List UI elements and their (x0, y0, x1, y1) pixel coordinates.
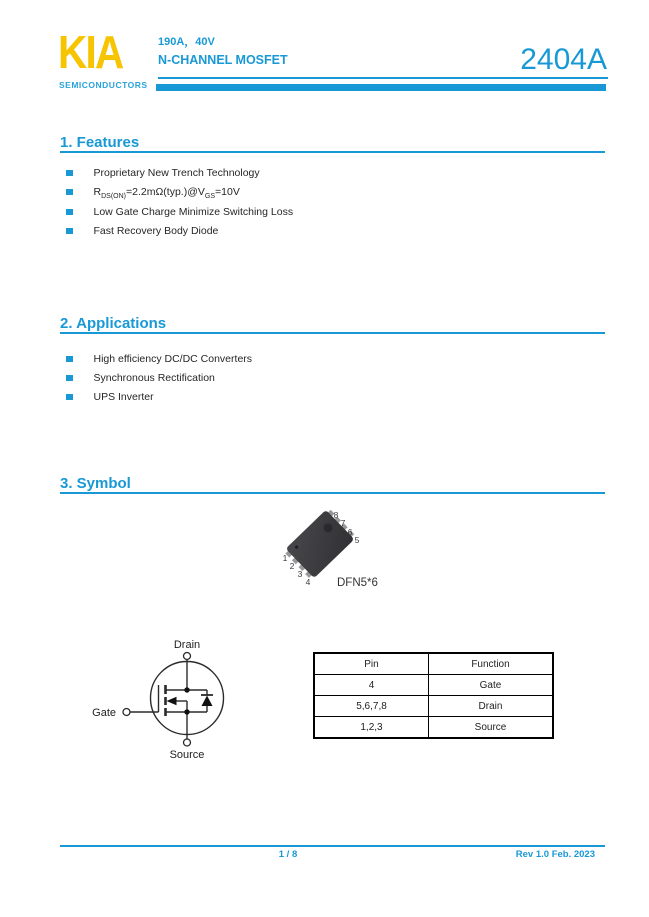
logo-subtext: SEMICONDUCTORS (59, 80, 148, 90)
section-rule-symbol (60, 492, 605, 494)
feature-text (93, 186, 240, 201)
rds-subscript: DS(ON) (101, 193, 126, 201)
source-terminal (184, 739, 191, 746)
page-number: 1 / 8 (278, 849, 298, 860)
pin-number: 5 (354, 535, 360, 545)
section-title-features: 1. Features (60, 134, 140, 151)
mosfet-symbol (80, 630, 260, 765)
table-row (314, 717, 553, 739)
pin-number: 2 (289, 561, 295, 571)
part-number: 2404A (520, 43, 607, 76)
pin-function-table (313, 652, 554, 739)
feature-item (60, 166, 260, 180)
table-header-pin: Pin (314, 653, 429, 675)
application-item (60, 352, 252, 366)
table-row (314, 696, 553, 717)
source-label: Source (169, 749, 205, 761)
section-title-symbol: 3. Symbol (60, 475, 131, 492)
function-cell: Gate (429, 675, 554, 696)
header-thick-rule (156, 84, 606, 91)
pin-cell: 4 (314, 675, 429, 696)
table-row (314, 675, 553, 696)
pin-number: 4 (305, 577, 311, 587)
feature-item (60, 224, 218, 238)
arrow-icon (167, 697, 177, 706)
gate-label: Gate (92, 707, 116, 719)
pin-cell: 1,2,3 (314, 717, 429, 739)
rds-value: =2.2mΩ(typ.)@V (125, 186, 205, 198)
table-header-function: Function (429, 653, 554, 675)
feature-text: Fast Recovery Body Diode (93, 225, 219, 237)
feature-text: Proprietary New Trench Technology (93, 167, 260, 179)
package-illustration (270, 498, 405, 598)
table-header-row (314, 653, 553, 675)
section-title-applications: 2. Applications (60, 315, 167, 332)
pin-number: 7 (340, 518, 346, 528)
pin-number: 3 (297, 569, 303, 579)
body-diode-icon (202, 696, 213, 707)
application-item (60, 371, 215, 385)
drain-terminal (184, 653, 191, 660)
vgs-subscript: GS (204, 193, 216, 201)
vgs-value: =10V (215, 186, 240, 198)
application-text: High efficiency DC/DC Converters (93, 353, 253, 365)
bullet-square-icon (66, 394, 73, 401)
footer-rule (60, 845, 605, 847)
bullet-square-icon (66, 170, 73, 177)
bullet-square-icon (66, 375, 73, 382)
logo-wordmark: KIA (58, 26, 123, 78)
revision-label: Rev 1.0 Feb. 2023 (515, 849, 595, 860)
pin-number: 6 (347, 527, 353, 537)
rds-base: R (93, 186, 102, 198)
bullet-square-icon (66, 189, 73, 196)
section-rule-applications (60, 332, 605, 334)
function-cell: Source (429, 717, 554, 739)
pin-number: 1 (282, 553, 288, 563)
device-type: N-CHANNEL MOSFET (158, 53, 288, 67)
device-ratings: 190A，40V (158, 36, 215, 48)
feature-item (60, 205, 293, 219)
pin-cell: 5,6,7,8 (314, 696, 429, 717)
device-description (158, 36, 288, 68)
drain-label: Drain (173, 639, 201, 651)
mosfet-symbol-lines (131, 660, 224, 740)
bullet-square-icon (66, 228, 73, 235)
brand-logo (58, 26, 158, 90)
feature-item (60, 185, 240, 199)
function-cell: Drain (429, 696, 554, 717)
junction-dot (184, 709, 189, 714)
pin-number: 8 (333, 510, 339, 520)
application-text: UPS Inverter (93, 391, 154, 403)
application-item (60, 390, 154, 404)
header-thin-rule (158, 77, 608, 79)
gate-terminal (123, 709, 130, 716)
junction-dot (184, 687, 189, 692)
bullet-square-icon (66, 209, 73, 216)
section-rule-features (60, 151, 605, 153)
feature-text: Low Gate Charge Minimize Switching Loss (93, 206, 294, 218)
application-text: Synchronous Rectification (93, 372, 215, 384)
bullet-square-icon (66, 356, 73, 363)
package-name-label: DFN5*6 (337, 577, 378, 589)
